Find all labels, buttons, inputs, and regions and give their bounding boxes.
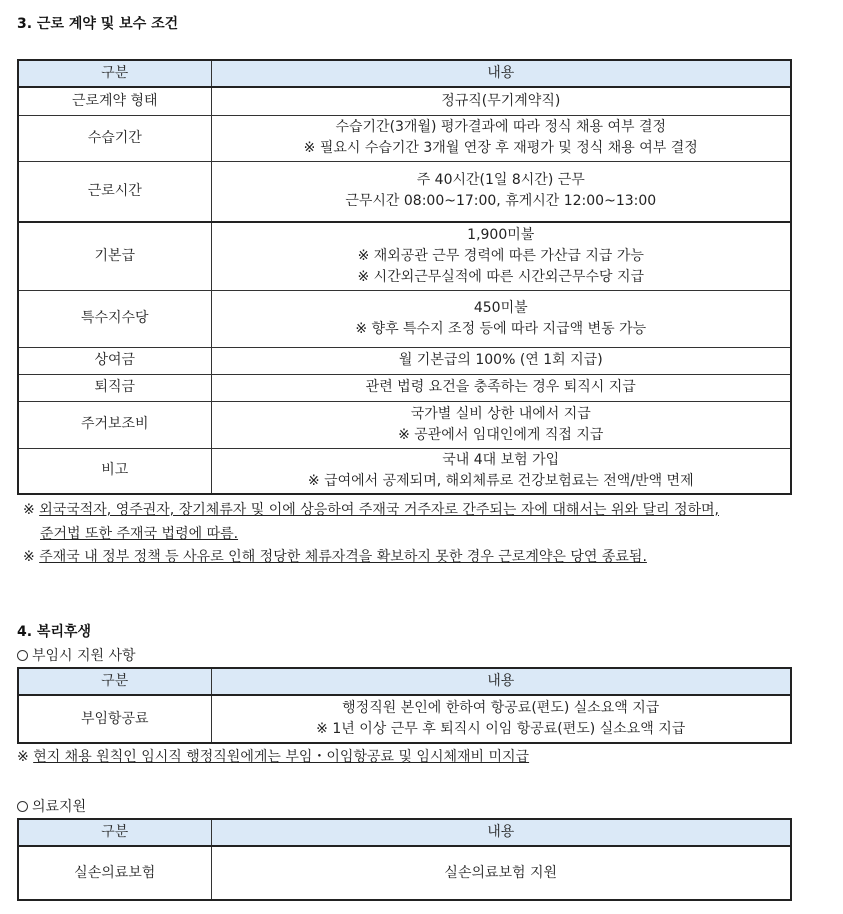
table-header-row (18, 668, 791, 695)
section-3-title: 3. 근로 계약 및 보수 조건 (17, 16, 179, 32)
row-content (211, 161, 791, 222)
content-line: 실손의료보험 지원 (444, 864, 558, 881)
relocation-support-table (17, 667, 792, 744)
circle-bullet-icon (17, 801, 28, 812)
row-content (211, 87, 791, 115)
row-content (211, 846, 791, 900)
table-row (18, 374, 791, 401)
content-line: 주 40시간(1일 8시간) 근무 (416, 172, 585, 189)
header-category: 구분 (18, 819, 211, 846)
content-line: ※ 급여에서 공제되며, 해외체류로 건강보험료는 전액/반액 면제 (307, 472, 694, 489)
row-content (211, 290, 791, 347)
content-line: ※ 향후 특수지 조정 등에 따라 지급액 변동 가능 (355, 320, 647, 337)
content-line: 450미불 (473, 299, 528, 316)
table-row (18, 695, 791, 743)
contract-note-2 (23, 546, 647, 568)
row-label: 부임항공료 (18, 695, 211, 743)
content-line: ※ 시간외근무실적에 따른 시간외근무수당 지급 (357, 268, 644, 285)
content-line: 관련 법령 요건을 충족하는 경우 퇴직시 지급 (365, 379, 636, 395)
row-content (211, 695, 791, 743)
row-label: 근로계약 형태 (18, 87, 211, 115)
row-content (211, 448, 791, 494)
note-text: 주재국 내 정부 정책 등 사유로 인해 정당한 체류자격을 확보하지 못한 경우 근로계약은 당연 종료됨. (39, 549, 647, 565)
row-label: 비고 (18, 448, 211, 494)
header-category: 구분 (18, 668, 211, 695)
subtitle-text: 부임시 지원 사항 (32, 648, 136, 664)
content-line: 정규직(무기계약직) (441, 92, 561, 109)
circle-bullet-icon (17, 650, 28, 661)
content-line: 월 기본급의 100% (연 1회 지급) (398, 352, 603, 368)
table-row (18, 115, 791, 161)
header-category: 구분 (18, 60, 211, 87)
note-mark: ※ (23, 549, 40, 565)
contract-note-1-continued (40, 523, 238, 545)
note-text: 외국국적자, 영주권자, 장기체류자 및 이에 상응하여 주재국 거주자로 간주되는 자에 대해서는 위와 달리 정하며, (39, 502, 719, 518)
note-text: 준거법 또한 주재국 법령에 따름. (40, 526, 239, 542)
header-content: 내용 (211, 819, 791, 846)
subtitle-text: 의료지원 (32, 799, 87, 815)
content-line: ※ 공관에서 임대인에게 직접 지급 (398, 426, 604, 443)
table-row (18, 161, 791, 222)
table-header-row (18, 819, 791, 846)
content-line: 국내 4대 보험 가입 (442, 451, 560, 468)
note-mark: ※ (17, 749, 34, 765)
content-line: ※ 1년 이상 근무 후 퇴직시 이임 항공료(편도) 실소요액 지급 (316, 721, 686, 737)
row-label: 수습기간 (18, 115, 211, 161)
content-line: ※ 필요시 수습기간 3개월 연장 후 재평가 및 정식 채용 여부 결정 (303, 140, 698, 156)
table-row (18, 290, 791, 347)
header-content: 내용 (211, 668, 791, 695)
row-content (211, 115, 791, 161)
content-line: 근무시간 08:00~17:00, 휴게시간 12:00~13:00 (345, 193, 657, 210)
relocation-note (17, 746, 529, 768)
table-row (18, 401, 791, 448)
row-label: 퇴직금 (18, 374, 211, 401)
row-label: 근로시간 (18, 161, 211, 222)
note-text: 현지 채용 원칙인 임시직 행정직원에게는 부임・이임항공료 및 임시체재비 미지급 (33, 749, 530, 765)
medical-support-table (17, 818, 792, 901)
table-row (18, 222, 791, 290)
table-row (18, 87, 791, 115)
table-row (18, 347, 791, 374)
header-content: 내용 (211, 60, 791, 87)
content-line: 1,900미불 (467, 226, 535, 243)
contract-conditions-table (17, 59, 792, 495)
note-mark: ※ (23, 502, 40, 518)
content-line: 수습기간(3개월) 평가결과에 따라 정식 채용 여부 결정 (335, 119, 667, 135)
row-content (211, 401, 791, 448)
table-header-row (18, 60, 791, 87)
content-line: ※ 재외공관 근무 경력에 따른 가산급 지급 가능 (357, 247, 644, 264)
row-content (211, 222, 791, 290)
content-line: 행정직원 본인에 한하여 항공료(편도) 실소요액 지급 (342, 700, 660, 716)
row-content (211, 347, 791, 374)
section-4-title: 4. 복리후생 (17, 624, 92, 640)
table-row (18, 448, 791, 494)
row-label: 주거보조비 (18, 401, 211, 448)
table-row (18, 846, 791, 900)
contract-note-1 (23, 499, 719, 521)
row-label: 실손의료보험 (18, 846, 211, 900)
row-label: 상여금 (18, 347, 211, 374)
row-content (211, 374, 791, 401)
row-label: 특수지수당 (18, 290, 211, 347)
row-label: 기본급 (18, 222, 211, 290)
content-line: 국가별 실비 상한 내에서 지급 (410, 405, 591, 422)
medical-support-subtitle (17, 796, 86, 816)
relocation-support-subtitle (17, 645, 136, 665)
